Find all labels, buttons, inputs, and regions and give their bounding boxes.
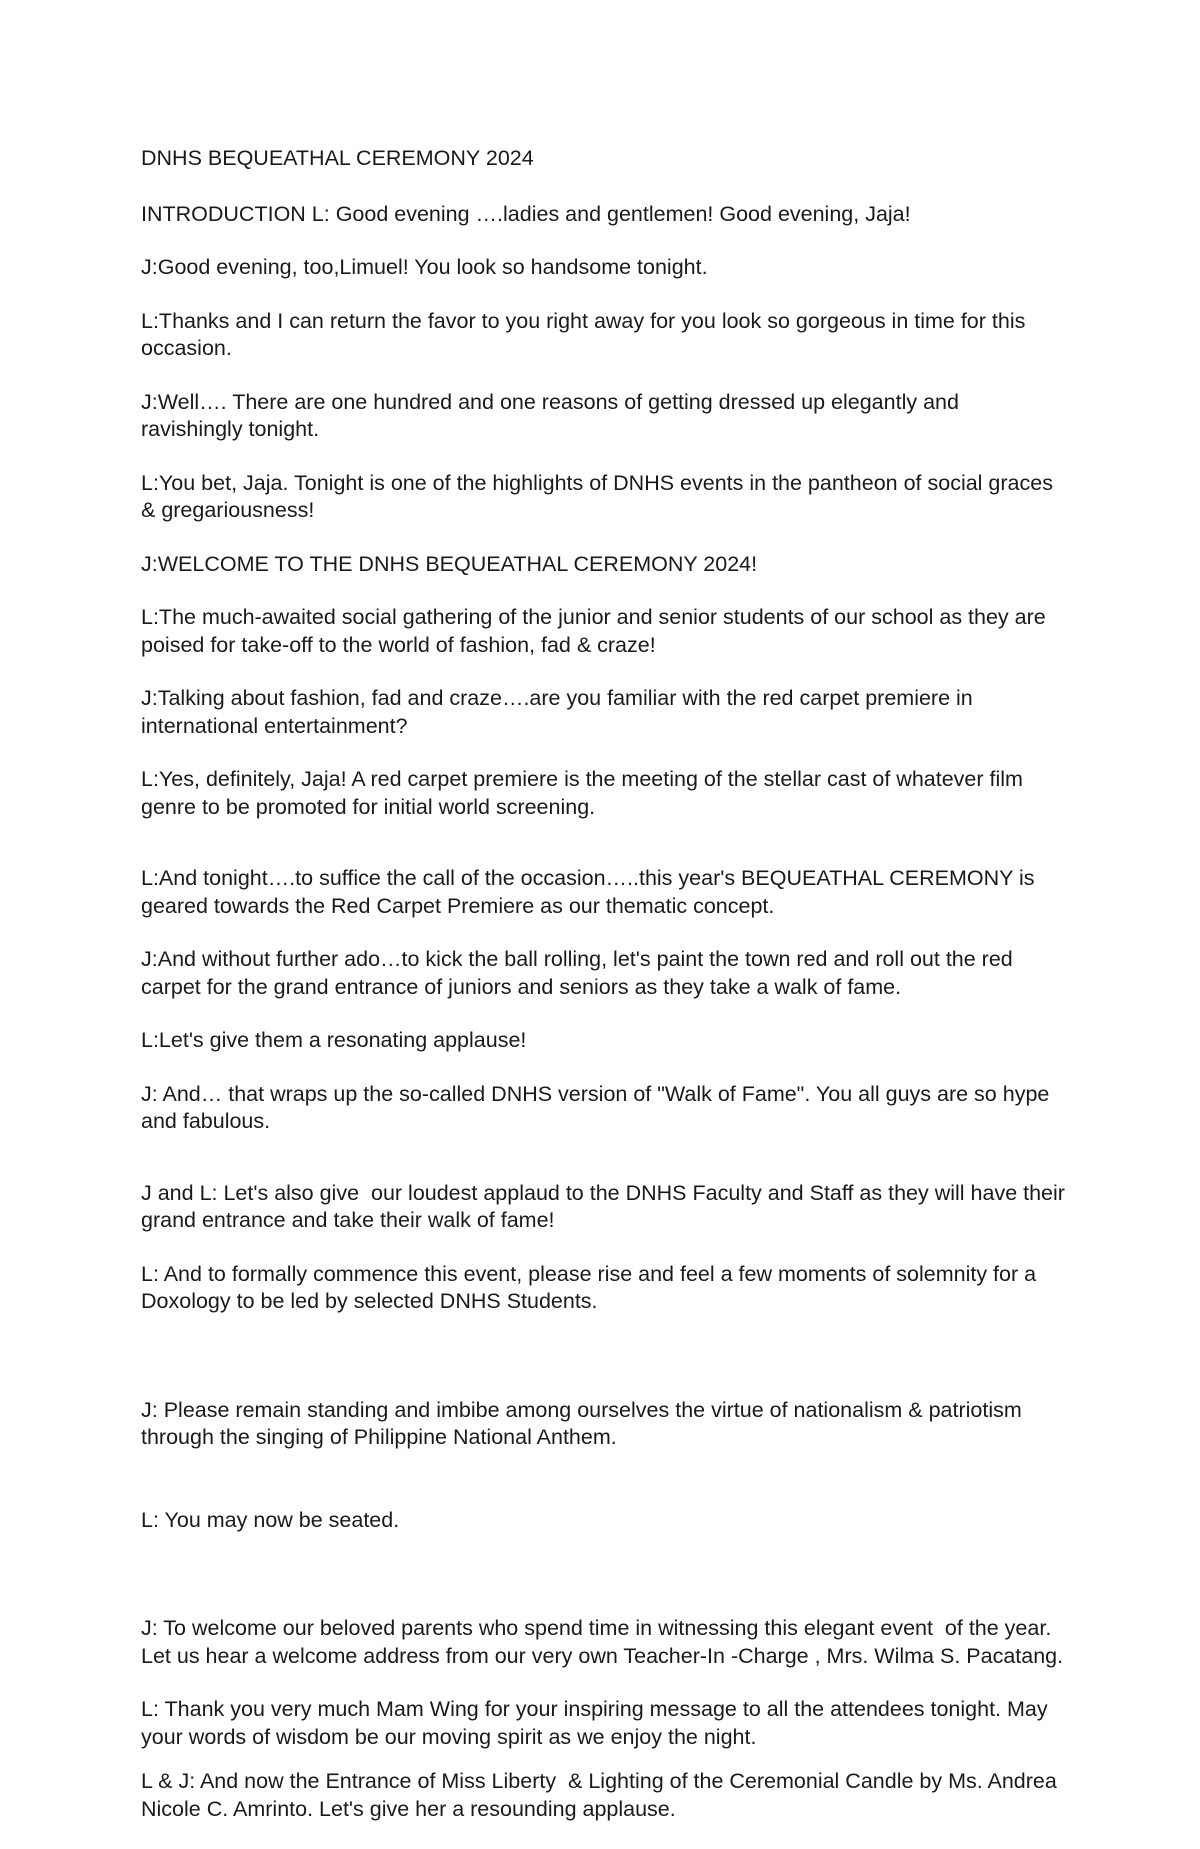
- paragraph: L:The much-awaited social gathering of the junior and senior students of our school as they are poised for take-off to the world of fashion, fad & craze!: [141, 605, 1052, 657]
- paragraph: J: Please remain standing and imbibe among ourselves the virtue of nationalism & patriotism through the singing of Philippine National Anthem.: [141, 1397, 1028, 1449]
- document-body: [141, 145, 1071, 1849]
- paragraph: L:Thanks and I can return the favor to you right away for you look so gorgeous in time for this occasion.: [141, 308, 1032, 360]
- paragraph: L:You bet, Jaja. Tonight is one of the highlights of DNHS events in the pantheon of social graces & gregariousness!: [141, 470, 1059, 522]
- paragraph-welcome: J:WELCOME TO THE DNHS BEQUEATHAL CEREMONY 2024!: [141, 551, 758, 576]
- paragraph: L: And to formally commence this event, please rise and feel a few moments of solemnity for a Doxology to be led by selected DNHS Students.: [141, 1261, 1043, 1313]
- paragraph: J: And… that wraps up the so-called DNHS version of "Walk of Fame". You all guys are so hype and fabulous.: [141, 1081, 1056, 1133]
- paragraph: J and L: Let's also give our loudest applaud to the DNHS Faculty and Staff as they will have their grand entrance and take their walk of fame!: [141, 1180, 1071, 1232]
- document-title: DNHS BEQUEATHAL CEREMONY 2024: [141, 146, 534, 170]
- paragraph: J: To welcome our beloved parents who spend time in witnessing this elegant event of the year. Let us hear a welcome address from our very own Teacher-In -Charge , Mrs. Wilma S. Pacatang.: [141, 1616, 1064, 1668]
- paragraph: J:And without further ado…to kick the ball rolling, let's paint the town red and roll out the red carpet for the grand entrance of juniors and seniors as they take a walk of fame.: [141, 947, 1019, 999]
- paragraph-anthem-group: [141, 1342, 1066, 1590]
- paragraph: J:Talking about fashion, fad and craze….are you familiar with the red carpet premiere in international entertainment?: [141, 686, 979, 738]
- paragraph: L:Let's give them a resonating applause!: [141, 1028, 527, 1052]
- paragraph: J:Good evening, too,Limuel! You look so handsome tonight.: [141, 255, 708, 279]
- paragraph-introduction: INTRODUCTION L: Good evening ….ladies and gentlemen! Good evening, Jaja!: [141, 201, 911, 226]
- paragraph: L & J: And now the Entrance of Miss Liberty & Lighting of the Ceremonial Candle by Ms. Andrea Nicole C. Amrinto. Let's give her a resounding applause.: [141, 1769, 1063, 1821]
- paragraph: L: Thank you very much Mam Wing for your inspiring message to all the attendees tonight. May your words of wisdom be our moving spirit as we enjoy the night.: [141, 1697, 1054, 1749]
- paragraph: L: You may now be seated.: [141, 1507, 400, 1532]
- paragraph: L:And tonight….to suffice the call of the occasion…..this year's BEQUEATHAL CEREMONY is geared towards the Red Carpet Premiere as our thematic concept.: [141, 866, 1041, 918]
- paragraph: J:Well…. There are one hundred and one reasons of getting dressed up elegantly and ravishingly tonight.: [141, 389, 965, 441]
- paragraph: L:Yes, definitely, Jaja! A red carpet premiere is the meeting of the stellar cast of whatever film genre to be promoted for initial world screening.: [141, 767, 1029, 819]
